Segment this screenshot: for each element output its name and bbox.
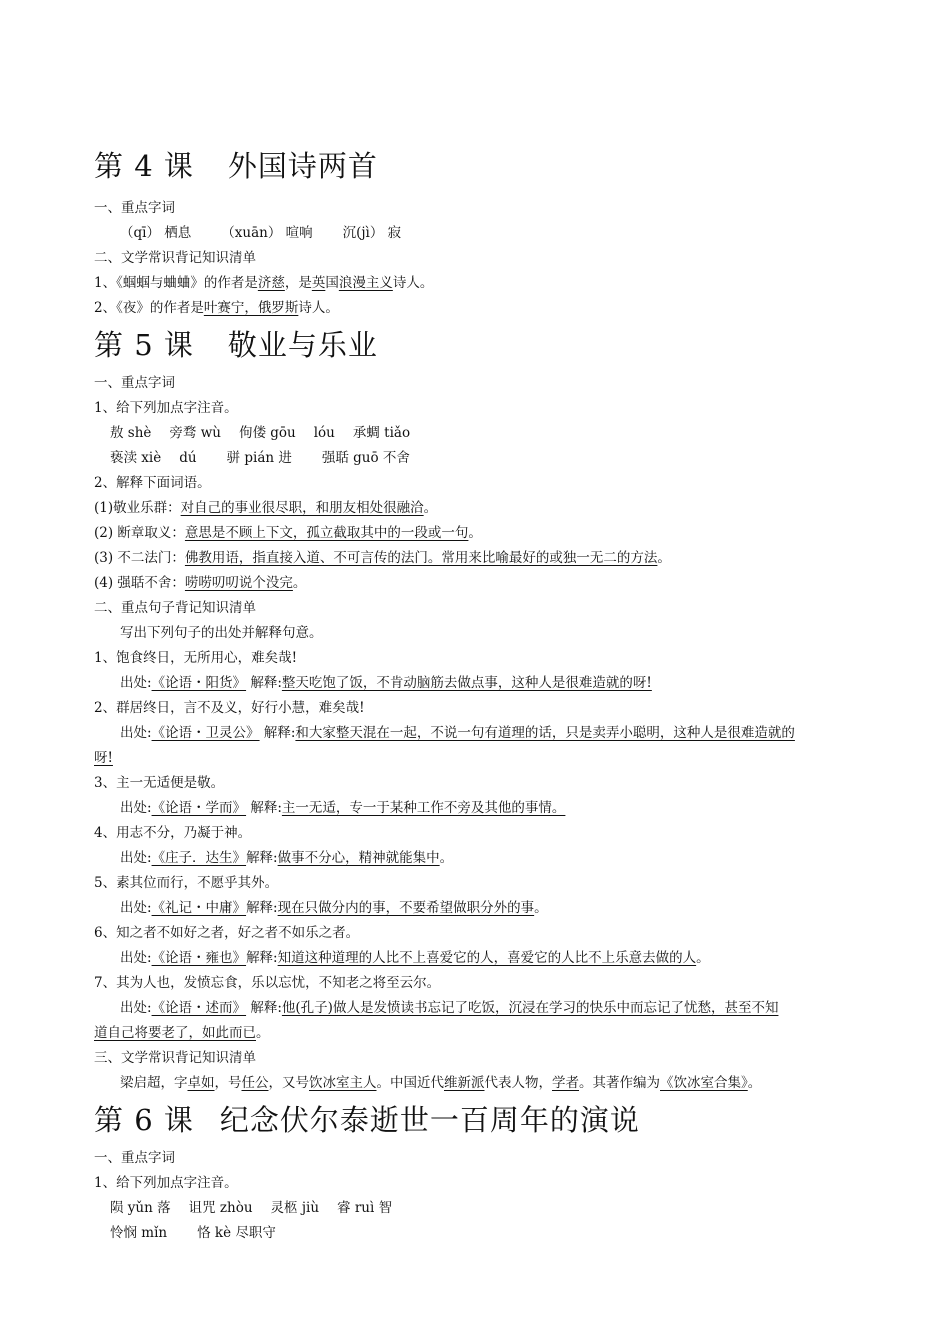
section-heading: 一、重点字词	[94, 200, 175, 216]
literature-line: 梁启超，字卓如，号任公，又号饮冰室主人。中国近代维新派代表人物，学者。其著作编为《饮冰室合集》。	[120, 1075, 762, 1091]
source-line: 出处:《礼记・中庸》解释:现在只做分内的事，不要希望做职分外的事。	[120, 900, 548, 916]
sentence: 7、其为人也，发愤忘食，乐以忘忧，不知老之将至云尔。	[94, 975, 441, 991]
lesson-6-title	[94, 1100, 874, 1140]
pinyin-line: 敖 shè 旁骛 wù 佝偻 gōu lóu 承蜩 tiǎo	[110, 425, 411, 441]
vocab-item: （xuān） 喧响	[221, 225, 313, 241]
fact-line: 1、《蝈蝈与蛐蛐》的作者是济慈，是英国浪漫主义诗人。	[94, 275, 434, 291]
source-line: 出处:《论语・卫灵公》 解释:和大家整天混在一起，不说一句有道理的话，只是卖弄小聪明，这种人是很难造就的	[120, 725, 795, 741]
vocab-item: 沉(jì） 寂	[342, 225, 402, 241]
source-line: 出处:《论语・述而》 解释:他(孔子)做人是发愤读书忘记了吃饭，沉浸在学习的快乐中而忘记了忧愁，甚至不知	[120, 1000, 779, 1016]
sentence: 5、素其位而行，不愿乎其外。	[94, 875, 279, 891]
source-line-continued: 道自己将要老了，如此而已。	[94, 1025, 270, 1041]
lesson-5-title	[94, 325, 874, 365]
source-line-continued: 呀!	[94, 750, 113, 766]
fact-line: 2、《夜》的作者是叶赛宁，俄罗斯诗人。	[94, 300, 339, 316]
definition-line: (4) 强聒不舍：唠唠叨叨说个没完。	[94, 575, 307, 591]
definition-line: (2) 断章取义：意思是不顾上下文，孤立截取其中的一段或一句。	[94, 525, 482, 541]
question: 1、给下列加点字注音。	[94, 400, 238, 416]
lesson-number: 第 5 课	[94, 328, 194, 362]
vocab-line	[94, 221, 874, 246]
lesson-number: 第 4 课	[94, 149, 194, 183]
question: 1、给下列加点字注音。	[94, 1175, 238, 1191]
source-line: 出处:《论语・学而》 解释:主一无适，专一于某种工作不旁及其他的事情。	[120, 800, 566, 816]
source-line: 出处:《庄子．达生》解释:做事不分心，精神就能集中。	[120, 850, 454, 866]
section-heading: 三、文学常识背记知识清单	[94, 1050, 256, 1066]
lesson-name: 外国诗两首	[227, 149, 378, 183]
section-heading: 二、文学常识背记知识清单	[94, 250, 256, 266]
pinyin-line: 怜悯 mǐn 恪 kè 尽职守	[110, 1225, 276, 1241]
pinyin-line: 亵渎 xiè dú 骈 pián 进 强聒 guō 不舍	[110, 450, 410, 466]
question: 2、解释下面词语。	[94, 475, 211, 491]
section-heading: 二、重点句子背记知识清单	[94, 600, 256, 616]
vocab-item: （qī） 栖息	[120, 225, 192, 241]
section-heading: 一、重点字词	[94, 1150, 175, 1166]
lesson-4-title	[94, 146, 874, 186]
lesson-number: 第 6 课	[94, 1103, 194, 1137]
pinyin-line: 陨 yǔn 落 诅咒 zhòu 灵柩 jiù 睿 ruì 智	[110, 1200, 393, 1216]
sentence: 3、主一无适便是敬。	[94, 775, 225, 791]
definition-line: (1)敬业乐群：对自己的事业很尽职，和朋友相处很融洽。	[94, 500, 438, 516]
instruction: 写出下列句子的出处并解释句意。	[120, 625, 323, 641]
sentence: 2、群居终日，言不及义，好行小慧，难矣哉!	[94, 700, 365, 716]
sentence: 6、知之者不如好之者，好之者不如乐之者。	[94, 925, 360, 941]
document-page	[94, 146, 874, 1246]
section-heading: 一、重点字词	[94, 375, 175, 391]
source-line: 出处:《论语・阳货》 解释:整天吃饱了饭，不肯动脑筋去做点事，这种人是很难造就的呀!	[120, 675, 652, 691]
source-line: 出处:《论语・雍也》解释:知道这种道理的人比不上喜爱它的人，喜爱它的人比不上乐意去做的人。	[120, 950, 710, 966]
lesson-name: 敬业与乐业	[227, 328, 378, 362]
lesson-name: 纪念伏尔泰逝世一百周年的演说	[219, 1103, 640, 1137]
sentence: 1、饱食终日，无所用心，难矣哉!	[94, 650, 298, 666]
sentence: 4、用志不分，乃凝于神。	[94, 825, 252, 841]
definition-line: (3) 不二法门：佛教用语，指直接入道、不可言传的法门。常用来比喻最好的或独一无二的方法。	[94, 550, 671, 566]
